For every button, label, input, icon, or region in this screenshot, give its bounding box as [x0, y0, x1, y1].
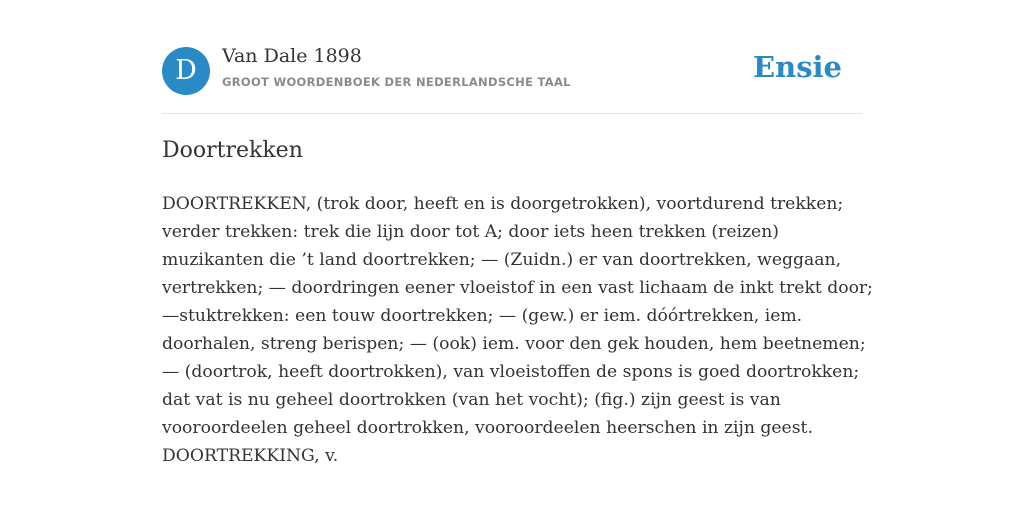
definition-line: vooroordeelen geheel doortrokken, vooroordeelen heerschen in zijn geest.	[162, 418, 813, 438]
dictionary-name[interactable]: Van Dale 1898	[222, 45, 362, 67]
definition-line: dat vat is nu geheel doortrokken (van het vocht); (fig.) zijn geest is van	[162, 390, 781, 410]
entry-headword: Doortrekken	[162, 138, 303, 163]
definition-line: verder trekken: trek die lijn door tot A; door iets heen trekken (reizen)	[162, 222, 780, 242]
entry-definition	[162, 190, 873, 470]
definition-line: vertrekken; — doordringen eener vloeistof in een vast lichaam de inkt trekt door;	[162, 278, 873, 298]
dictionary-logo[interactable]: D	[162, 47, 210, 95]
header-divider	[162, 113, 862, 114]
dictionary-subtitle: GROOT WOORDENBOEK DER NEDERLANDSCHE TAAL	[222, 75, 571, 89]
definition-line: doorhalen, streng berispen; — (ook) iem. voor den gek houden, hem beetnemen;	[162, 334, 866, 354]
definition-line: DOORTREKKING, v.	[162, 446, 339, 466]
definition-line: — (doortrok, heeft doortrokken), van vloeistoffen de spons is goed doortrokken;	[162, 362, 860, 382]
definition-line: muzikanten die ’t land doortrekken; — (Zuidn.) er van doortrekken, weggaan,	[162, 250, 842, 270]
brand-logo-link[interactable]: Ensie	[753, 50, 842, 84]
definition-line: —stuktrekken: een touw doortrekken; — (gew.) er iem. dóórtrekken, iem.	[162, 306, 803, 326]
definition-line: DOORTREKKEN, (trok door, heeft en is doorgetrokken), voortdurend trekken;	[162, 194, 844, 214]
